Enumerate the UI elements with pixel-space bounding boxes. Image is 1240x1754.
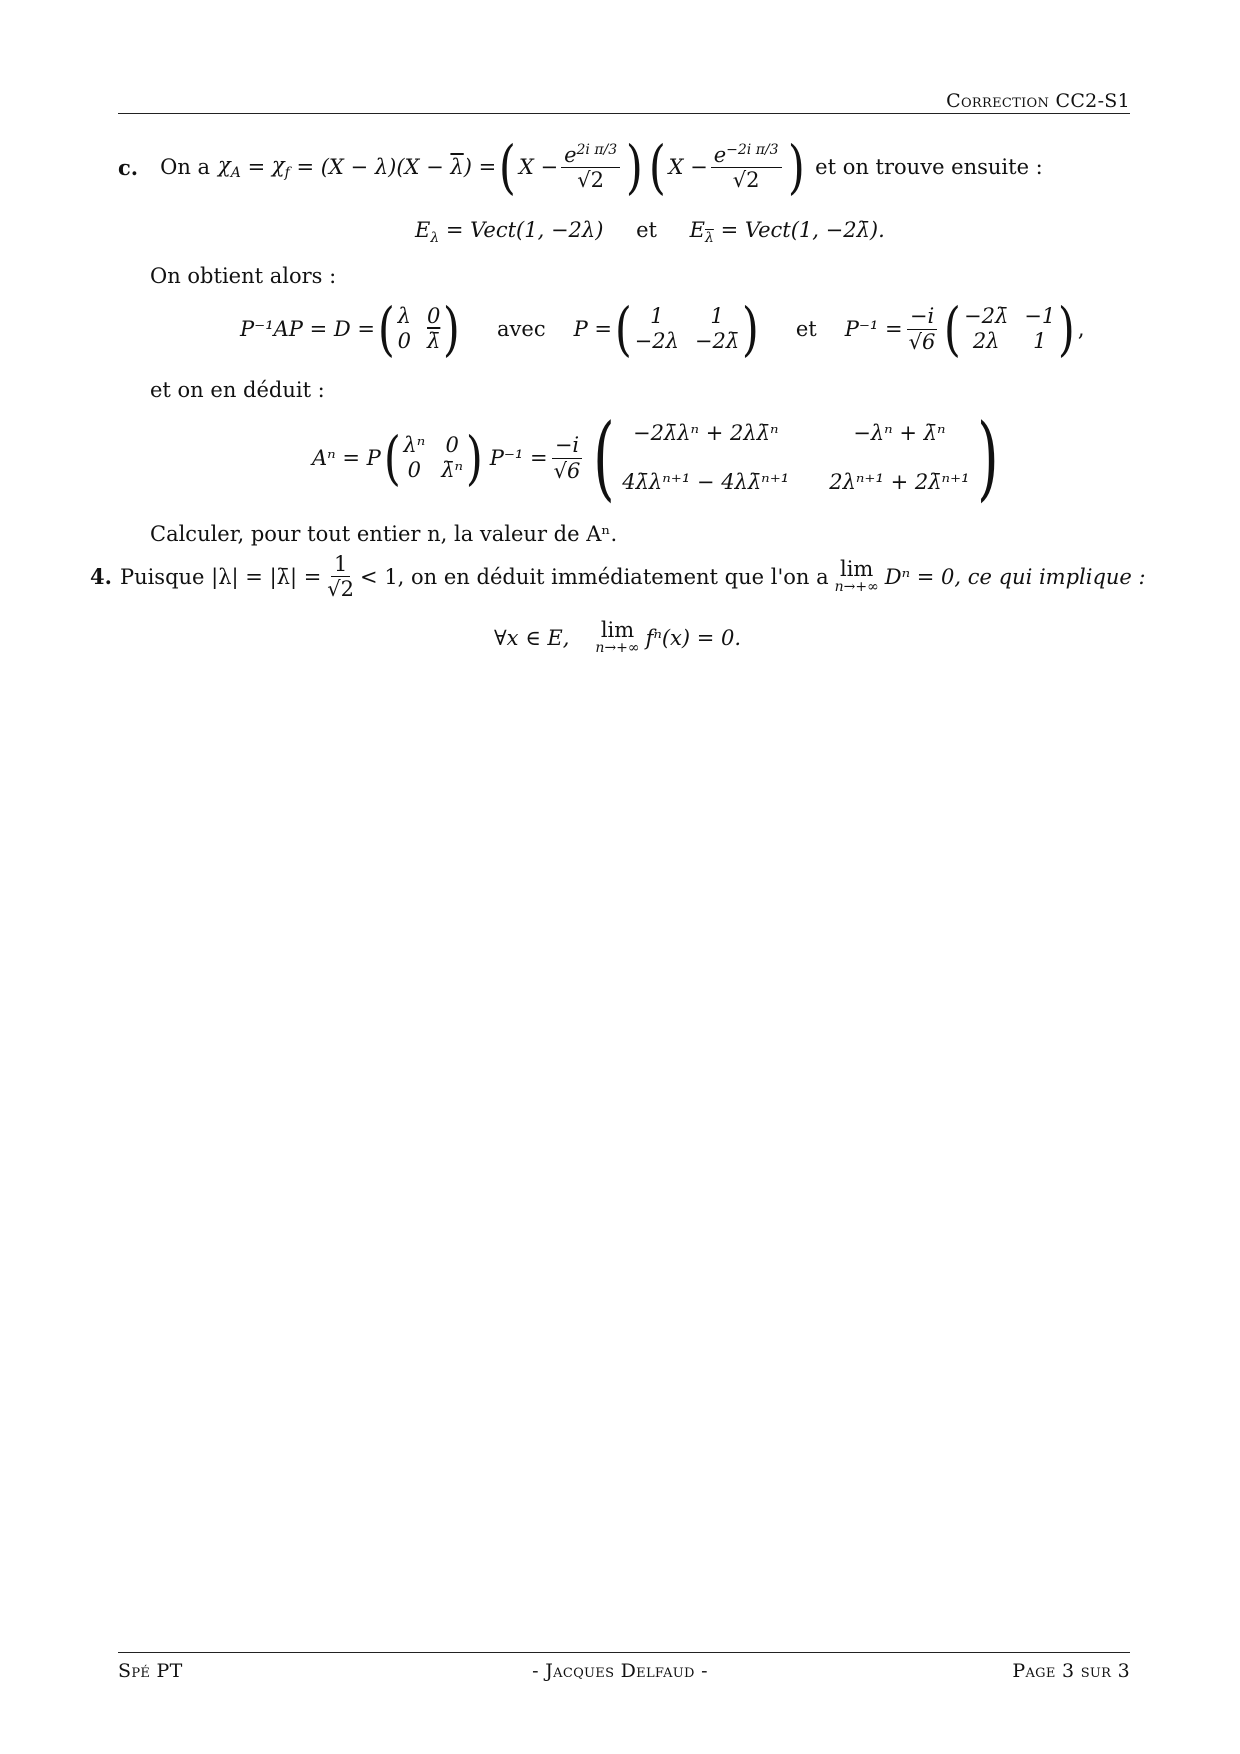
et-text: et <box>795 317 817 341</box>
factor2-X: X − <box>668 155 708 179</box>
calculer-text: Calculer, pour tout entier n, la valeur de Aⁿ. <box>150 522 618 546</box>
result-text: fⁿ(x) = 0. <box>645 625 742 650</box>
avec-text: avec <box>497 317 546 341</box>
part-c-line1: c. On a $\chi_A$ = $\chi_f$ = $(X - \lambda)(X - \overline{\lambda})$ = ( X − $\frac{e^{2i \pi/3}}{√2}$ ) ( X − $\frac{e^{-2i \pi/3}}{√2}$ ) et on trouve ensuite : <box>118 133 1043 201</box>
eigenspace-lambda: = Vect(1, −2λ) <box>445 218 604 242</box>
obtient-text: On obtient alors : <box>150 264 337 288</box>
fraction-e-2ipi3: $\frac{e^{-2i \pi/3}}{√2}$ <box>711 142 782 192</box>
running-header: Correction CC2-S1 <box>946 90 1130 112</box>
q4-text3: Dⁿ = 0, ce qui implique : <box>884 564 1146 589</box>
pap-eq: P⁻¹AP = D = <box>240 317 375 341</box>
fraction-minus-i-sqrt6: $\frac{-i}{√6}$ <box>908 304 936 354</box>
char-poly-expansion: = $(X - \lambda)(X - \overline{\lambda})$ = <box>296 155 497 179</box>
part-c-intro: On a <box>160 155 211 179</box>
fraction-1-sqrt2: $\frac{1}{√2}$ <box>327 552 355 602</box>
deduit-text: et on en déduit : <box>150 378 325 402</box>
q4-text1: Puisque |λ| = |λ̄| = <box>119 564 322 589</box>
q4-text2: < 1, on en déduit immédiatement que l'on a <box>360 564 829 589</box>
footer-center: - Jacques Delfaud - <box>532 1660 708 1682</box>
factor1-X: X − <box>518 155 559 179</box>
matrix-An: −2λ̄λⁿ + 2λλ̄ⁿ −λⁿ + λ̄ⁿ 4λ̄λⁿ⁺¹ − 4λλ̄ⁿ⁺¹ 2λⁿ⁺¹ + 2λ̄ⁿ⁺¹ <box>622 420 970 494</box>
lim-q4: lim n→+∞ <box>834 557 879 596</box>
eigen-et: et <box>636 218 657 242</box>
an-formula: Aⁿ = P ( λⁿ 0 0 λ̄ⁿ ) P⁻¹ = $\frac{-i}{√6}$ ( −2λ̄λⁿ + 2λλ̄ⁿ −λⁿ + λ̄ⁿ 4λ̄λⁿ⁺¹ − 4λλ̄ⁿ⁺¹ 2λⁿ⁺¹ + 2λ̄ⁿ⁺¹ ) <box>312 404 999 511</box>
footer-right: Page 3 sur 3 <box>1012 1660 1130 1682</box>
footer-rule <box>118 1652 1130 1653</box>
footer-left: Spé PT <box>118 1660 183 1682</box>
lim-result: lim n→+∞ <box>595 618 640 656</box>
matrix-Dn: λⁿ 0 0 λ̄ⁿ <box>403 432 464 482</box>
forall-text: ∀x ∈ E, <box>494 625 570 650</box>
q4-label: 4. <box>90 564 112 590</box>
q4-line <box>90 552 1146 601</box>
matrix-P: 1 1 −2λ −2λ̄ <box>634 303 740 353</box>
q4-result-line <box>494 620 741 655</box>
fraction-minus-i-sqrt6-b: $\frac{-i}{√6}$ <box>553 433 581 483</box>
pinv-eq: P⁻¹ = <box>844 317 903 341</box>
part-c-label: c. <box>118 154 139 180</box>
matrix-Pinv: −2λ̄ −1 2λ 1 <box>964 303 1056 353</box>
part-c-tail: et on trouve ensuite : <box>815 155 1043 179</box>
diagonalization-line: P⁻¹AP = D = ( λ 0 0 λ̄ ) avec P = ( 1 1 −2λ −2λ̄ ) et P⁻¹ = $\frac{-i}{√6}$ ( −2λ̄ −1 2λ 1 ) , <box>240 295 1085 363</box>
p-eq: P = <box>573 317 612 341</box>
fraction-e2ipi3: $\frac{e^{2i \pi/3}}{√2}$ <box>561 142 620 192</box>
header-rule <box>118 113 1130 114</box>
matrix-D: λ 0 0 λ̄ <box>397 303 441 353</box>
an-eq: Aⁿ = P <box>312 446 381 470</box>
eigenspace-lambda-bar: = Vect(1, −2λ̄). <box>720 218 885 242</box>
pinv2-eq: P⁻¹ = <box>489 446 548 470</box>
eigenspaces-line: $E_\lambda$ = Vect(1, −2λ) et $E_{\overline{\lambda}}$ = Vect(1, −2λ̄). <box>415 218 885 247</box>
